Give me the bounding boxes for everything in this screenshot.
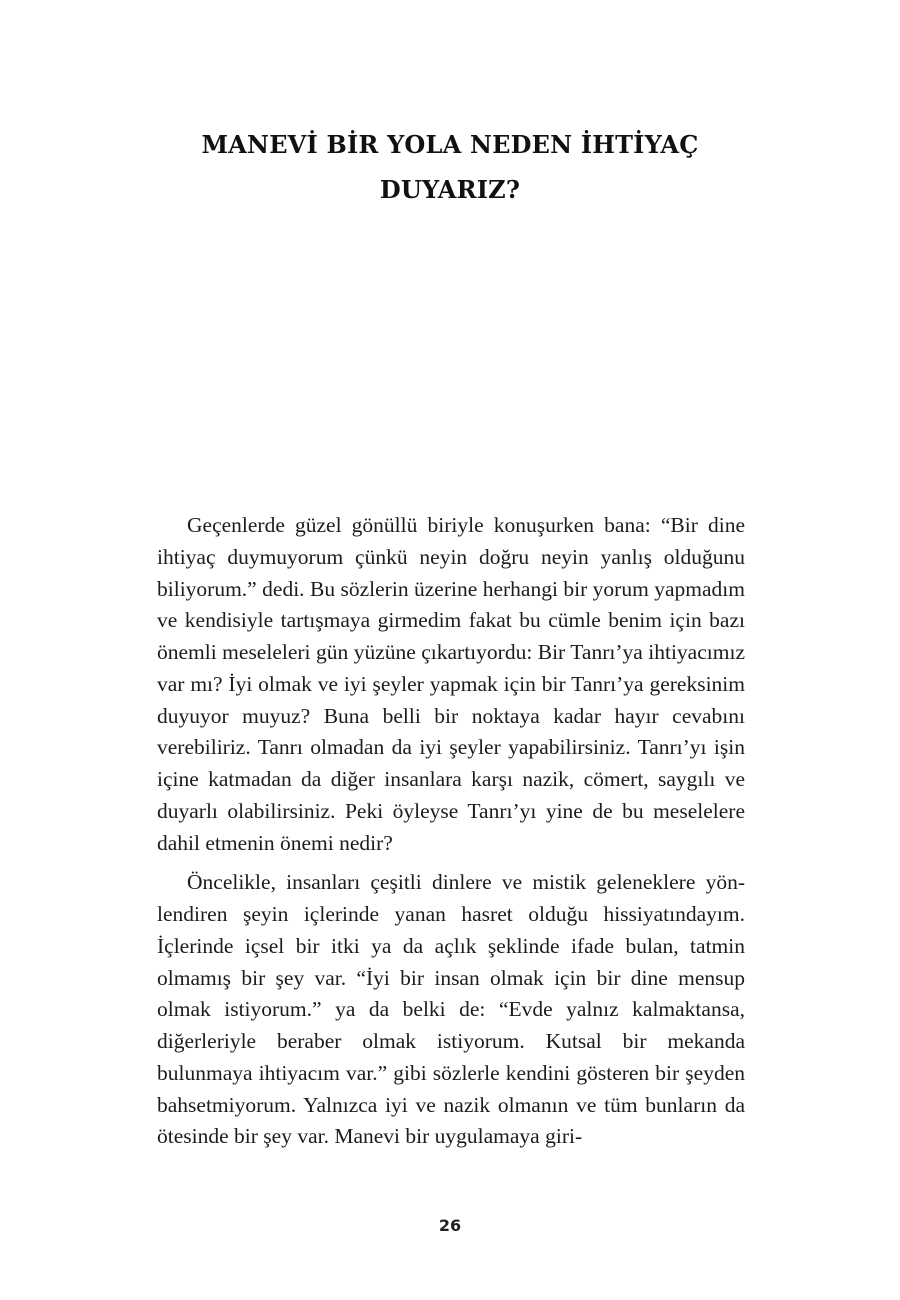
chapter-title-line-2: DUYARIZ? bbox=[379, 175, 521, 204]
chapter-title bbox=[150, 122, 750, 212]
page-number: 26 bbox=[438, 1216, 462, 1235]
body-text bbox=[157, 510, 745, 1161]
paragraph-2: Öncelikle, insanları çeşitli dinlere ve mistik geleneklere yönlendiren şeyin içlerinde yanan hasret olduğu hissiyatındayım. İçlerinde içsel bir itki ya da açlık şeklinde ifade bulan, tatmin olmamış bir şey var. “İyi bir insan olmak için bir dine mensup olmak istiyorum.” ya da belki de: “Evde yalnız kalmaktansa, diğerleriyle beraber olmak istiyorum. Kutsal bir mekanda bulunmaya ihtiyacım var.” gibi sözlerle kendini gösteren bir şeyden bahsetmiyorum. Yalnızca iyi ve nazik olmanın ve tüm bunların da ötesinde bir şey var. Manevi bir uygulamaya giri- bbox=[157, 870, 745, 1149]
chapter-title-line-1: MANEVİ BİR YOLA NEDEN İHTİYAÇ bbox=[201, 130, 699, 159]
paragraph-1: Geçenlerde güzel gönüllü biriyle konuşurken bana: “Bir dine ihtiyaç duymuyorum çünkü neyin doğru neyin yanlış olduğunu biliyorum.” dedi. Bu sözlerin üzerine herhangi bir yorum yapmadım ve kendisiyle tartışmaya girmedim fakat bu cümle benim için bazı önemli meseleleri gün yüzüne çıkartıyordu: Bir Tanrı’ya ihtiyacımız var mı? İyi olmak ve iyi şeyler yapmak için bir Tanrı’ya gereksinim duyuyor muyuz? Buna belli bir noktaya kadar hayır cevabını verebiliriz. Tanrı olmadan da iyi şeyler yapabilirsiniz. Tanrı’yı işin içine katmadan da diğer insanlara karşı nazik, cömert, saygılı ve duyarlı olabilirsiniz. Peki öyleyse Tanrı’yı yine de bu meselelere dahil etmenin önemi nedir? bbox=[157, 513, 745, 855]
